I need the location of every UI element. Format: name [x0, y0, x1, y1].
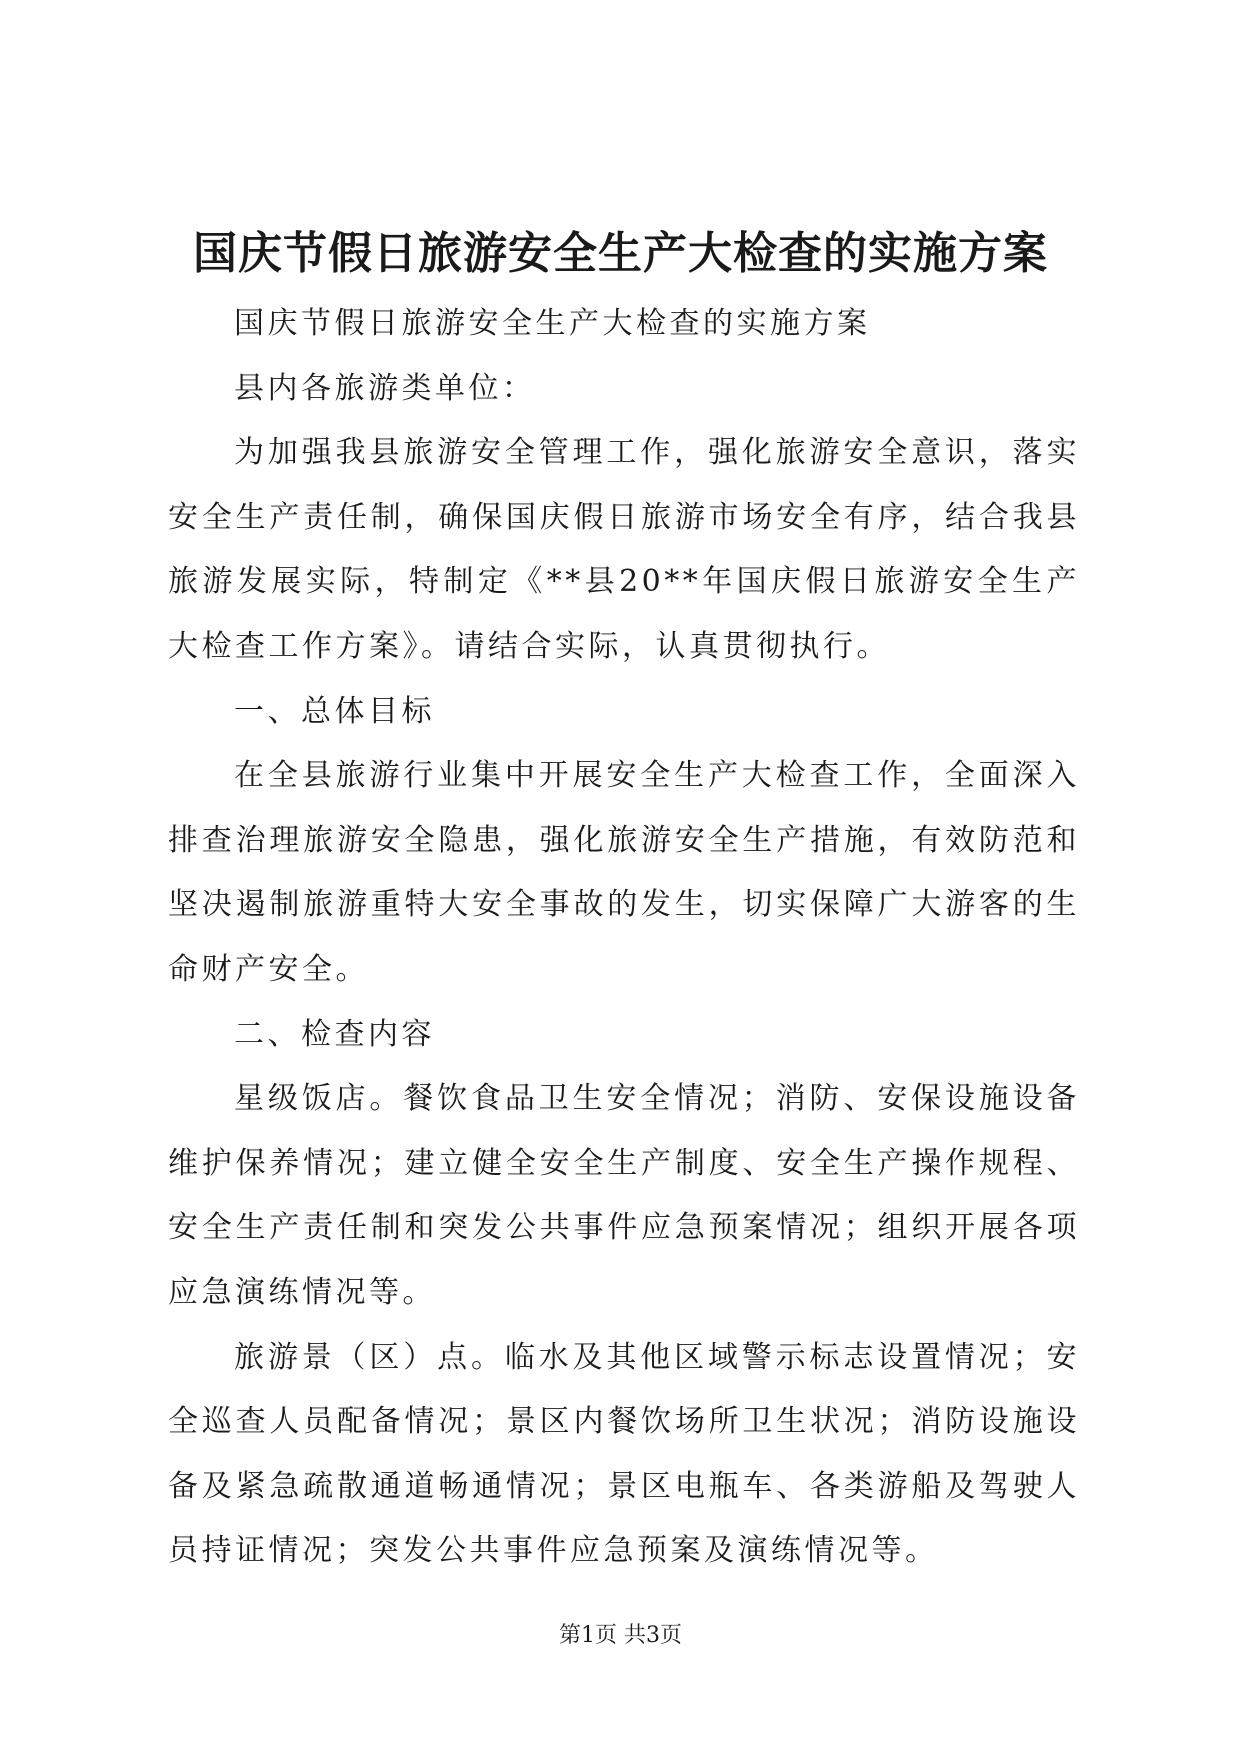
paragraph-intro: 为加强我县旅游安全管理工作，强化旅游安全意识，落实安全生产责任制，确保国庆假日旅游市场安全有序，结合我县旅游发展实际，特制定《**县20**年国庆假日旅游安全生产大检查工作方案》。请结合实际，认真贯彻执行。 [168, 435, 1080, 664]
paragraph-hotels: 星级饭店。餐饮食品卫生安全情况；消防、安保设施设备维护保养情况；建立健全安全生产制度、安全生产操作规程、安全生产责任制和突发公共事件应急预案情况；组织开展各项应急演练情况等。 [168, 1081, 1080, 1310]
paragraph-salutation: 县内各旅游类单位： [234, 370, 536, 406]
section-heading-goal: 一、总体目标 [234, 693, 435, 729]
paragraph-scenic-spots: 旅游景（区）点。临水及其他区域警示标志设置情况；安全巡查人员配备情况；景区内餐饮场所卫生状况；消防设施设备及紧急疏散通道畅通情况；景区电瓶车、各类游船及驾驶人员持证情况；突发公共事件应急预案及演练情况等。 [168, 1339, 1080, 1569]
document-title: 国庆节假日旅游安全生产大检查的实施方案 [193, 228, 1048, 279]
paragraph-goal: 在全县旅游行业集中开展安全生产大检查工作，全面深入排查治理旅游安全隐患，强化旅游安全生产措施，有效防范和坚决遏制旅游重特大安全事故的发生，切实保障广大游客的生命财产安全。 [168, 758, 1080, 987]
document-body [168, 292, 1080, 1584]
page-footer: 第1页 共3页 [559, 1623, 682, 1648]
paragraph-subtitle: 国庆节假日旅游安全生产大检查的实施方案 [234, 306, 871, 341]
section-heading-content: 二、检查内容 [234, 1016, 435, 1052]
